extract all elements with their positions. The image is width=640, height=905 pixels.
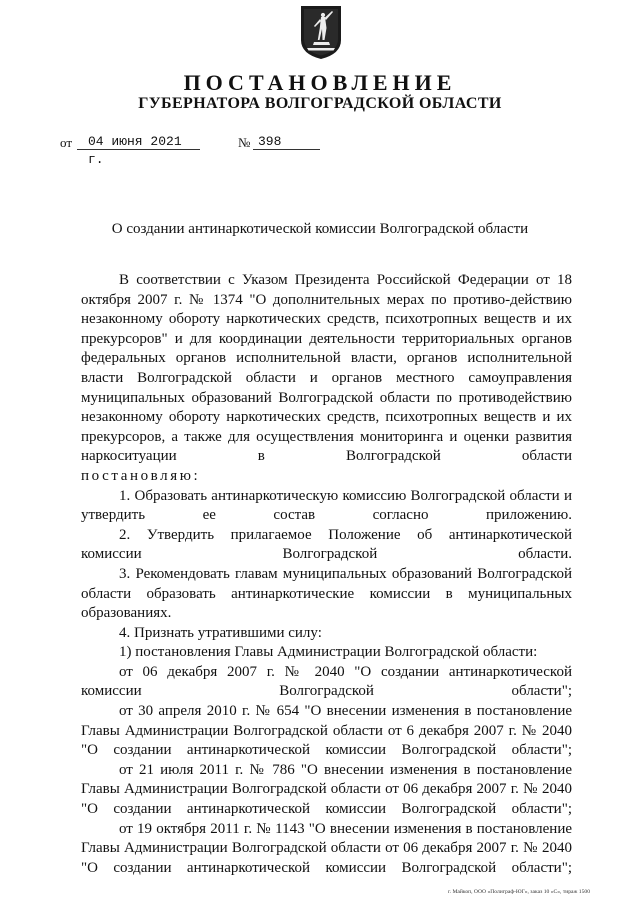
number-field xyxy=(253,132,320,150)
repealed-ref-1: от 06 декабря 2007 г. № 2040 "О создании антинаркотической комиссии Волгоградской области"; xyxy=(81,663,572,700)
document-subject: О создании антинаркотической комиссии Волгоградской области xyxy=(111,221,529,237)
preamble-paragraph: В соответствии с Указом Президента Российской Федерации от 18 октября 2007 г. № 1374 "О дополнительных мерах по противо-действию незаконному обороту наркотических средств, психотропных веществ и их прекурсоров" и для координации деятельности территориальных органов федеральных органов исполнительной власти, органов исполнительной власти Волгоградской области и органов местного самоуправления муниципальных образований Волгоградской области по противодействию незаконному обороту наркотических средств, психотропных веществ и их прекурсоров, а также для осуществления мониторинга и оценки развития наркоситуации в Волгоградской области xyxy=(81,272,572,465)
repealed-ref-4: от 19 октября 2011 г. № 1143 "О внесении изменения в постановление Главы Администрации Волгоградской области от 06 декабря 2007 г. № 2040 "О создании антинаркотической комиссии Волгоградской области"; xyxy=(81,820,572,876)
item-1: 1. Образовать антинаркотическую комиссию Волгоградской области и утвердить ее состав согласно приложению. xyxy=(81,487,572,524)
coat-of-arms-icon xyxy=(299,4,343,60)
date-field xyxy=(77,132,200,167)
document-body xyxy=(81,271,572,878)
item-3: 3. Рекомендовать главам муниципальных образований Волгоградской области образовать антинаркотические комиссии в муниципальных образованиях. xyxy=(81,565,572,622)
item-4-1: 1) постановления Главы Администрации Волгоградской области: xyxy=(119,644,538,661)
repealed-ref-3: от 21 июля 2011 г. № 786 "О внесении изменения в постановление Главы Администрации Волгоградской области от 06 декабря 2007 г. № 2040 "О создании антинаркотической комиссии Волгоградской области"; xyxy=(81,761,572,818)
item-2: 2. Утвердить прилагаемое Положение об антинаркотической комиссии Волгоградской области. xyxy=(81,526,572,563)
issuer-title: ГУБЕРНАТОРА ВОЛГОГРАДСКОЙ ОБЛАСТИ xyxy=(138,95,502,112)
date-prefix: от xyxy=(60,135,73,150)
date-value: 04 июня 2021 г. xyxy=(88,134,182,167)
print-info: г. Майкоп, ООО «Полиграф-ЮГ», заказ 10 «С», тираж 1500 xyxy=(448,889,590,895)
repealed-ref-2: от 30 апреля 2010 г. № 654 "О внесении изменения в постановление Главы Администрации Волгоградской области от 6 декабря 2007 г. № 2040 "О создании антинаркотической комиссии Волгоградской области"; xyxy=(81,703,572,759)
date-number-line xyxy=(60,132,360,167)
decree-word: постановляю: xyxy=(81,467,201,484)
number-prefix: № xyxy=(238,135,251,150)
item-4: 4. Признать утратившими силу: xyxy=(119,624,322,641)
number-value: 398 xyxy=(258,134,282,149)
document-type-title: ПОСТАНОВЛЕНИЕ xyxy=(183,70,457,95)
